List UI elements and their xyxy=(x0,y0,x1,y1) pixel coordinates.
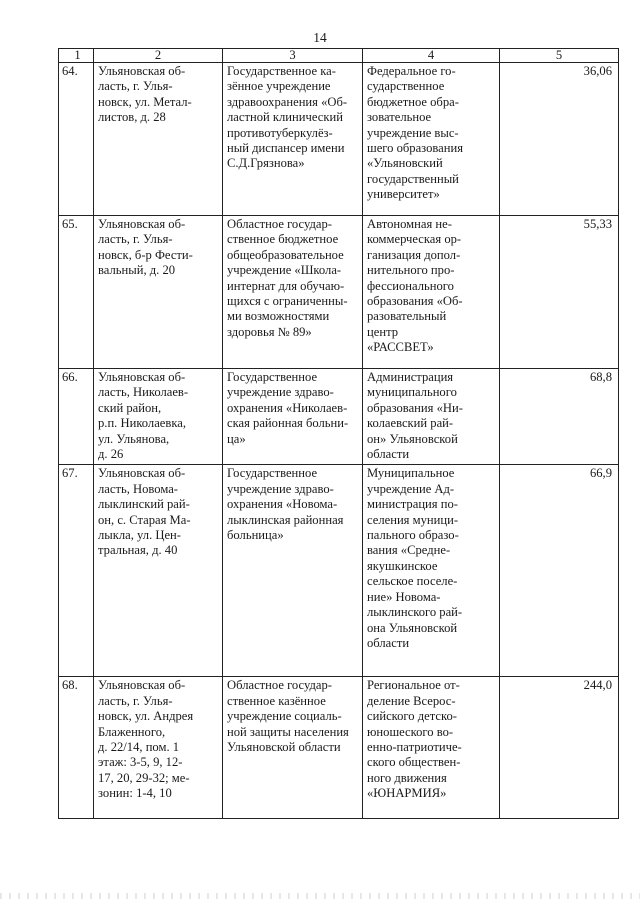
user-cell xyxy=(363,216,500,369)
user-cell xyxy=(363,63,500,216)
holder-cell xyxy=(223,216,363,369)
user-text: Муниципальное учреждение Ад- министрация по- селения муници- пального образо- вания «Средне- якушкинское сельское поселе- ние» Новома- лыклинского рай- она Ульяновской области xyxy=(367,466,463,650)
holder-text: Областное государ- ственное бюджетное общеобразовательное учреждение «Школа- интернат для обучаю- щихся с ограниченны- ми возможностями здоровья № 89» xyxy=(227,217,348,339)
address-text: Ульяновская об- ласть, Новома- лыклинский рай- он, с. Старая Ма- лыкла, ул. Цен- тральная, д. 40 xyxy=(98,466,191,558)
area-cell: 36,06 xyxy=(500,63,619,216)
column-header-3: 3 xyxy=(223,49,363,63)
table-body xyxy=(59,63,619,819)
header-row xyxy=(59,49,619,63)
scan-artifact xyxy=(0,893,640,899)
row-number: 65. xyxy=(59,216,94,369)
address-text: Ульяновская об- ласть, Николаев- ский район, р.п. Николаевка, ул. Ульянова, д. 26 xyxy=(98,370,189,462)
address-text: Ульяновская об- ласть, г. Улья- новск, ул. Метал- листов, д. 28 xyxy=(98,64,192,125)
holder-cell xyxy=(223,369,363,465)
user-text: Федеральное го- сударственное бюджетное обра- зовательное учреждение выс- шего образования «Ульяновский государственный университет» xyxy=(367,64,464,202)
user-text: Администрация муниципального образования «Ни- колаевский рай- он» Ульяновской области xyxy=(367,370,463,462)
area-cell: 244,0 xyxy=(500,677,619,819)
column-header-2: 2 xyxy=(94,49,223,63)
address-cell xyxy=(94,216,223,369)
table-row xyxy=(59,216,619,369)
address-cell xyxy=(94,369,223,465)
column-header-4: 4 xyxy=(363,49,500,63)
holder-cell xyxy=(223,465,363,677)
user-cell xyxy=(363,369,500,465)
holder-text: Государственное ка- зённое учреждение здравоохранения «Об- ластной клинический противотуберкулёз- ный диспансер имени С.Д.Грязнова» xyxy=(227,64,348,171)
holder-cell xyxy=(223,677,363,819)
table-row xyxy=(59,369,619,465)
table-row xyxy=(59,63,619,216)
area-cell: 66,9 xyxy=(500,465,619,677)
table-row xyxy=(59,677,619,819)
area-cell: 68,8 xyxy=(500,369,619,465)
row-number: 68. xyxy=(59,677,94,819)
row-number: 64. xyxy=(59,63,94,216)
area-cell: 55,33 xyxy=(500,216,619,369)
holder-text: Государственное учреждение здраво- охранения «Новома- лыклинская районная больница» xyxy=(227,466,344,543)
user-cell xyxy=(363,465,500,677)
column-header-5: 5 xyxy=(500,49,619,63)
address-text: Ульяновская об- ласть, г. Улья- новск, б-р Фести- вальный, д. 20 xyxy=(98,217,193,278)
user-cell xyxy=(363,677,500,819)
user-text: Региональное от- деление Всерос- сийского детско- юношеского во- енно-патриотиче- ского обществен- ного движения «ЮНАРМИЯ» xyxy=(367,678,462,801)
property-table xyxy=(58,48,619,819)
holder-text: Государственное учреждение здраво- охранения «Николаев- ская районная больни- ца» xyxy=(227,370,349,446)
column-header-1: 1 xyxy=(59,49,94,63)
page-number: 14 xyxy=(313,30,327,45)
row-number: 66. xyxy=(59,369,94,465)
holder-text: Областное государ- ственное казённое учреждение социаль- ной защиты населения Ульяновской области xyxy=(227,678,349,755)
table-header xyxy=(59,49,619,63)
address-cell xyxy=(94,465,223,677)
address-text: Ульяновская об- ласть, г. Улья- новск, ул. Андрея Блаженного, д. 22/14, пом. 1 этаж: 3-5, 9, 12- 17, 20, 29-32; ме- зонин: 1-4, 10 xyxy=(98,678,194,801)
table-row xyxy=(59,465,619,677)
holder-cell xyxy=(223,63,363,216)
address-cell xyxy=(94,677,223,819)
row-number: 67. xyxy=(59,465,94,677)
address-cell xyxy=(94,63,223,216)
user-text: Автономная не- коммерческая ор- ганизация допол- нительного про- фессионального образования «Об- разовательный центр «РАССВЕТ» xyxy=(367,217,463,355)
